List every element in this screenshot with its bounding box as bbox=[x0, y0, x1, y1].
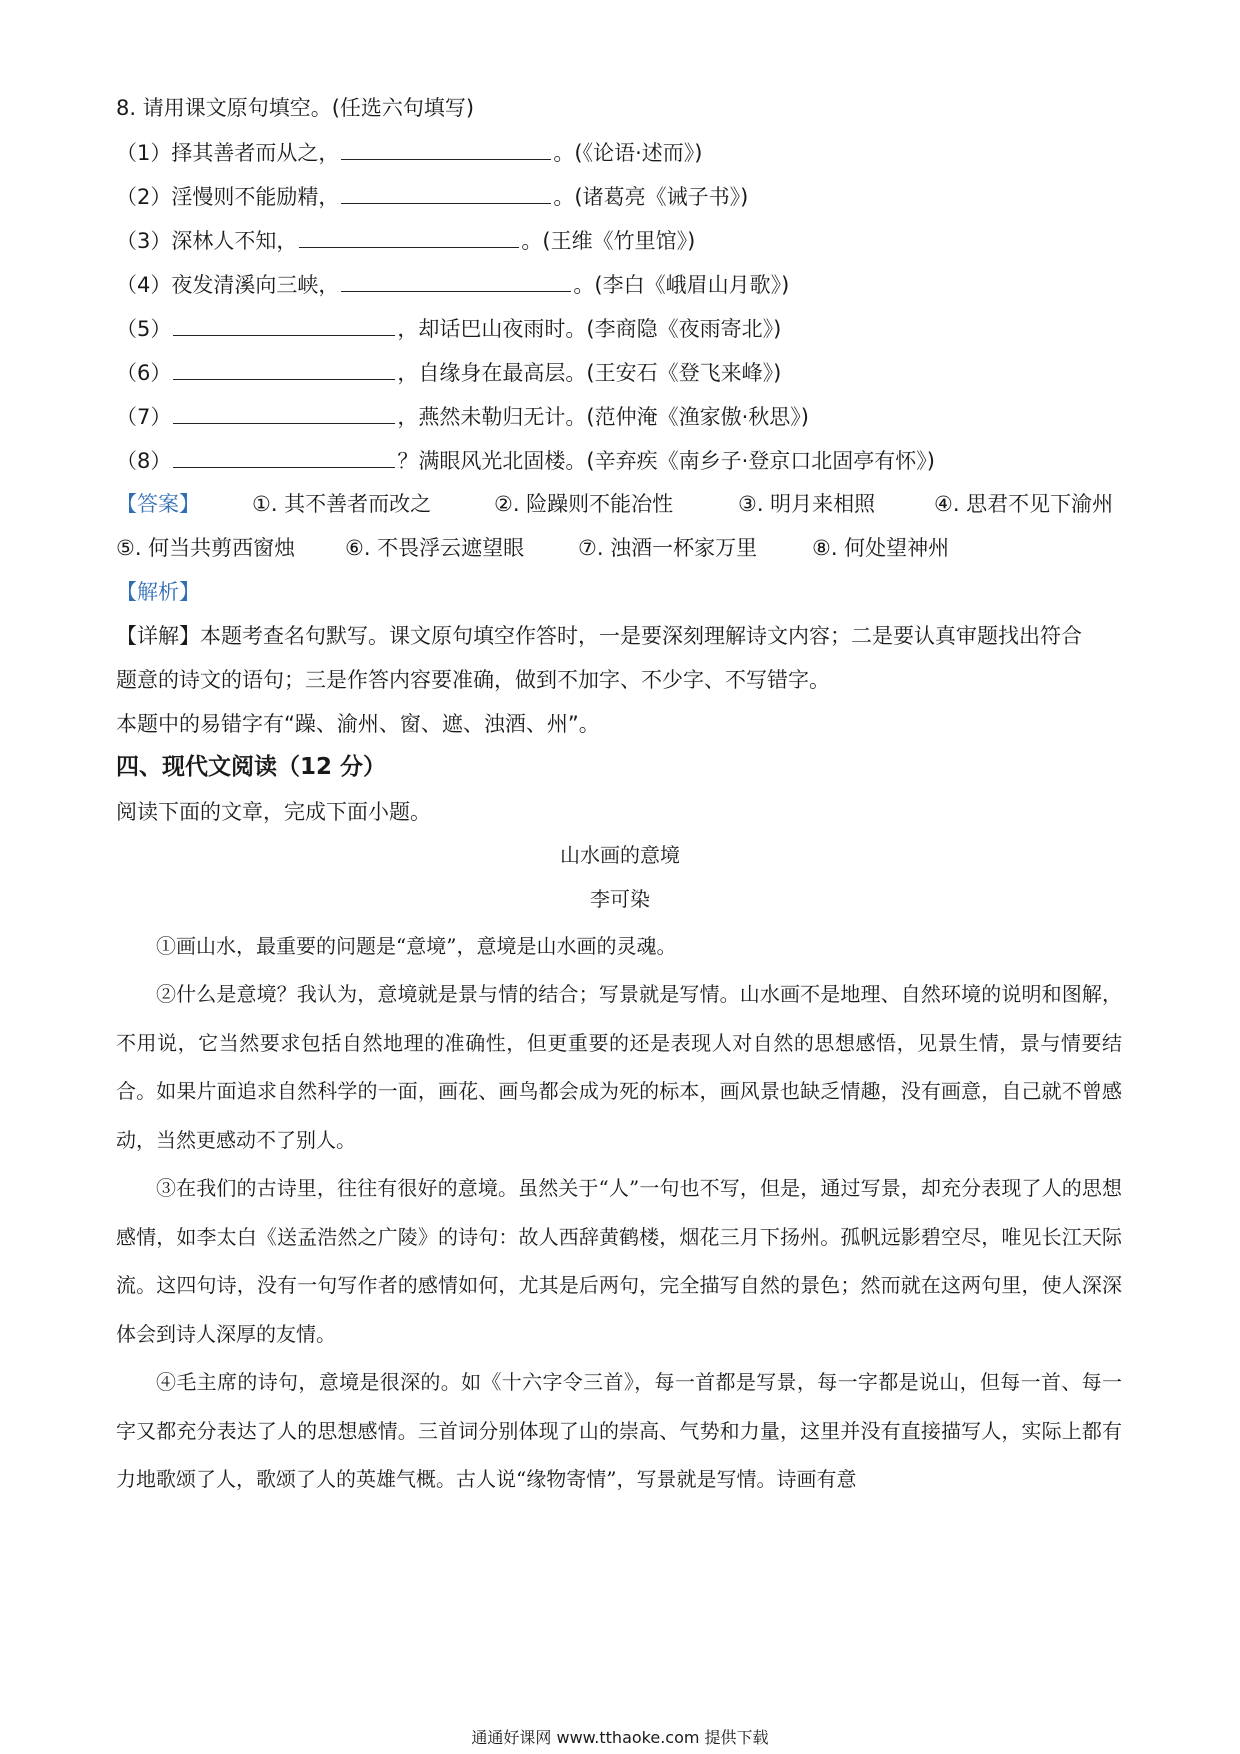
answer-label: 【答案】 bbox=[116, 492, 200, 516]
item-number: （3） bbox=[116, 229, 172, 253]
item-number: （5） bbox=[116, 317, 172, 341]
item-number: （6） bbox=[116, 361, 172, 385]
reading-instruction: 阅读下面的文章，完成下面小题。 bbox=[116, 800, 431, 824]
answer-item-3: ③. 明月来相照 bbox=[738, 492, 876, 516]
answer-item-4: ④. 思君不见下渝州 bbox=[934, 492, 1114, 516]
fill-item-6 bbox=[116, 357, 781, 388]
fill-item-2 bbox=[116, 181, 748, 212]
answer-item-6: ⑥. 不畏浮云遮望眼 bbox=[345, 536, 525, 560]
fill-item-7 bbox=[116, 401, 809, 432]
item-after: ，燕然未勒归无计。(范仲淹《渔家傲·秋思》) bbox=[397, 405, 809, 429]
item-after: ，自缘身在最高层。(王安石《登飞来峰》) bbox=[397, 361, 782, 385]
answer-item-7: ⑦. 浊酒一杯家万里 bbox=[578, 536, 758, 560]
item-before: 夜发清溪向三峡， bbox=[171, 273, 340, 297]
detail-line-2: 题意的诗文的语句；三是作答内容要准确，做到不加字、不少字、不写错字。 bbox=[116, 668, 830, 692]
answer-blank[interactable] bbox=[341, 181, 551, 204]
item-number: （4） bbox=[116, 273, 172, 297]
item-after: 。(李白《峨眉山月歌》) bbox=[573, 273, 790, 297]
page-footer: 通通好课网 www.tthaoke.com 提供下载 bbox=[471, 1728, 769, 1747]
answer-blank[interactable] bbox=[173, 445, 395, 468]
fill-item-5 bbox=[116, 313, 781, 344]
item-after: ？满眼风光北固楼。(辛弃疾《南乡子·登京口北固亭有怀》) bbox=[397, 449, 935, 473]
answer-item-5: ⑤. 何当共剪西窗烛 bbox=[116, 536, 296, 560]
answer-blank[interactable] bbox=[341, 137, 551, 160]
answer-blank[interactable] bbox=[299, 225, 519, 248]
item-after: 。(《论语·述而》) bbox=[553, 141, 703, 165]
item-after: ，却话巴山夜雨时。(李商隐《夜雨寄北》) bbox=[397, 317, 782, 341]
article-paragraph-1: ①画山水，最重要的问题是“意境”，意境是山水画的灵魂。 bbox=[156, 934, 677, 958]
question-8-title: 8. 请用课文原句填空。(任选六句填写) bbox=[116, 96, 475, 120]
answer-blank[interactable] bbox=[173, 401, 395, 424]
item-after: 。(诸葛亮《诫子书》) bbox=[553, 185, 749, 209]
article-paragraph-2: ②什么是意境？我认为，意境就是景与情的结合；写景就是写情。山水画不是地理、自然环境的说明和图解，不用说，它当然要求包括自然地理的准确性，但更重要的还是表现人对自然的思想感悟，见景生情，景与情要结合。如果片面追求自然科学的一面，画花、画鸟都会成为死的标本，画风景也缺乏情趣，没有画意，自己就不曾感动，当然更感动不了别人。 bbox=[116, 982, 1122, 1152]
answer-item-2: ②. 险躁则不能冶性 bbox=[494, 492, 674, 516]
article-author: 李可染 bbox=[590, 887, 650, 911]
item-after: 。(王维《竹里馆》) bbox=[521, 229, 696, 253]
fill-item-8 bbox=[116, 445, 935, 476]
fill-item-3 bbox=[116, 225, 695, 256]
item-number: （7） bbox=[116, 405, 172, 429]
item-before: 深林人不知， bbox=[171, 229, 298, 253]
answer-item-8: ⑧. 何处望神州 bbox=[812, 536, 950, 560]
article-paragraph-4: ④毛主席的诗句，意境是很深的。如《十六字令三首》，每一首都是写景，每一字都是说山，但每一首、每一字又都充分表达了人的思想感情。三首词分别体现了山的崇高、气势和力量，这里并没有直接描写人，实际上都有力地歌颂了人，歌颂了人的英雄气概。古人说“缘物寄情”，写景就是写情。诗画有意 bbox=[116, 1370, 1122, 1491]
item-number: （1） bbox=[116, 141, 172, 165]
item-before: 择其善者而从之， bbox=[171, 141, 340, 165]
section-heading: 四、现代文阅读（12 分） bbox=[116, 754, 387, 780]
answer-blank[interactable] bbox=[173, 357, 395, 380]
analysis-label: 【解析】 bbox=[116, 580, 200, 604]
answer-blank[interactable] bbox=[173, 313, 395, 336]
article-paragraph-3: ③在我们的古诗里，往往有很好的意境。虽然关于“人”一句也不写，但是，通过写景，却充分表现了人的思想感情，如李太白《送孟浩然之广陵》的诗句：故人西辞黄鹤楼，烟花三月下扬州。孤帆远影碧空尽，唯见长江天际流。这四句诗，没有一句写作者的感情如何，尤其是后两句，完全描写自然的景色；然而就在这两句里，使人深深体会到诗人深厚的友情。 bbox=[116, 1176, 1122, 1346]
fill-item-1 bbox=[116, 137, 702, 168]
detail-line-1: 【详解】本题考查名句默写。课文原句填空作答时，一是要深刻理解诗文内容；二是要认真审题找出符合 bbox=[116, 624, 1082, 648]
answer-blank[interactable] bbox=[341, 269, 571, 292]
item-number: （8） bbox=[116, 449, 172, 473]
item-number: （2） bbox=[116, 185, 172, 209]
article-title: 山水画的意境 bbox=[560, 843, 680, 867]
answer-item-1: ①. 其不善者而改之 bbox=[252, 492, 432, 516]
item-before: 淫慢则不能励精， bbox=[171, 185, 340, 209]
fill-item-4 bbox=[116, 269, 789, 300]
error-words: 本题中的易错字有“躁、渝州、窗、遮、浊酒、州”。 bbox=[116, 712, 600, 736]
